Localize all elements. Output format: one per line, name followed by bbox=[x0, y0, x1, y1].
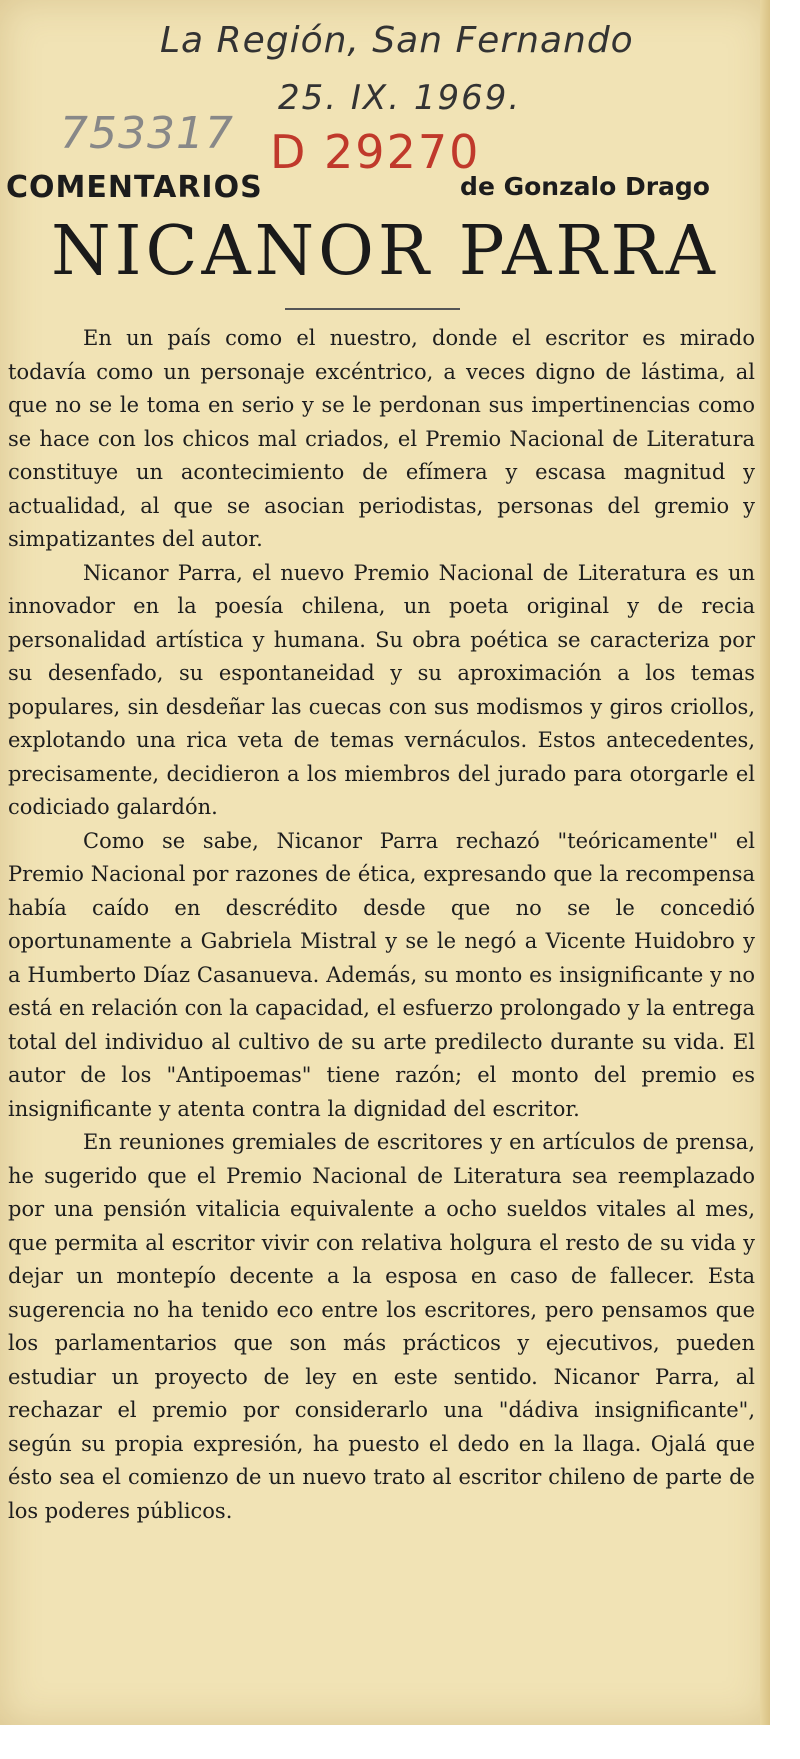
handwritten-number-note: 753317 bbox=[60, 108, 234, 159]
byline: de Gonzalo Drago bbox=[460, 172, 710, 201]
headline-rule bbox=[285, 308, 460, 310]
article-paragraph: En reuniones gremiales de escritores y en artículos de prensa, he sugerido que el Premio Nacional de Literatura sea reemplazado por una pensión vitalicia equivalente a ocho sueldos vitales al mes, que permita al escritor vivir con relativa holgura el resto de su vida y dejar un montepío decente a la esposa en caso de fallecer. Esta sugerencia no ha tenido eco entre los escritores, pero pensamos que los parlamentarios que son más prácticos y ejecutivos, pueden estudiar un proyecto de ley en este sentido. Nicanor Parra, al rechazar el premio por considerarlo una "dádiva insignificante", según su propia expresión, ha puesto el dedo en la llaga. Ojalá que ésto sea el comienzo de un nuevo trato al escritor chileno de parte de los poderes públicos. bbox=[8, 1130, 755, 1523]
handwritten-date-note: 25. IX. 1969. bbox=[278, 78, 522, 118]
handwritten-source-note: La Región, San Fernando bbox=[160, 20, 634, 61]
article-paragraph: Nicanor Parra, el nuevo Premio Nacional de Literatura es un innovador en la poesía chilena, un poeta original y de recia personalidad artística y humana. Su obra poética se caracteriza por su desenfado, su espontaneidad y su aproximación a los temas populares, sin desdeñar las cuecas con sus modismos y giros criollos, explotando una rica veta de temas vernáculos. Estos antecedentes, precisamente, decidieron a los miembros del jurado para otorgarle el codiciado galardón. bbox=[8, 560, 755, 819]
article-paragraph: En un país como el nuestro, donde el escritor es mirado todavía como un personaje excéntrico, a veces digno de lástima, al que no se le toma en serio y se le perdonan sus impertinencias como se hace con los chicos mal criados, el Premio Nacional de Literatura constituye un acontecimiento de efímera y escasa magnitud y actualidad, al que se asocian periodistas, personas del gremio y simpatizantes del autor. bbox=[8, 326, 755, 551]
headline: NICANOR PARRA bbox=[51, 212, 719, 291]
handwritten-code-note: D 29270 bbox=[270, 125, 481, 179]
article-body bbox=[8, 322, 755, 1528]
article-paragraph: Como se sabe, Nicanor Parra rechazó "teóricamente" el Premio Nacional por razones de ética, expresando que la recompensa había caído en descrédito desde que no se le concedió oportunamente a Gabriela Mistral y se le negó a Vicente Huidobro y a Humberto Díaz Casanueva. Además, su monto es insignificante y no está en relación con la capacidad, el esfuerzo prolongado y la entrega total del individuo al cultivo de su arte predilecto durante su vida. El autor de los "Antipoemas" tiene razón; el monto del premio es insignificante y atenta contra la dignidad del escritor. bbox=[8, 828, 755, 1121]
section-label: COMENTARIOS bbox=[6, 170, 263, 205]
